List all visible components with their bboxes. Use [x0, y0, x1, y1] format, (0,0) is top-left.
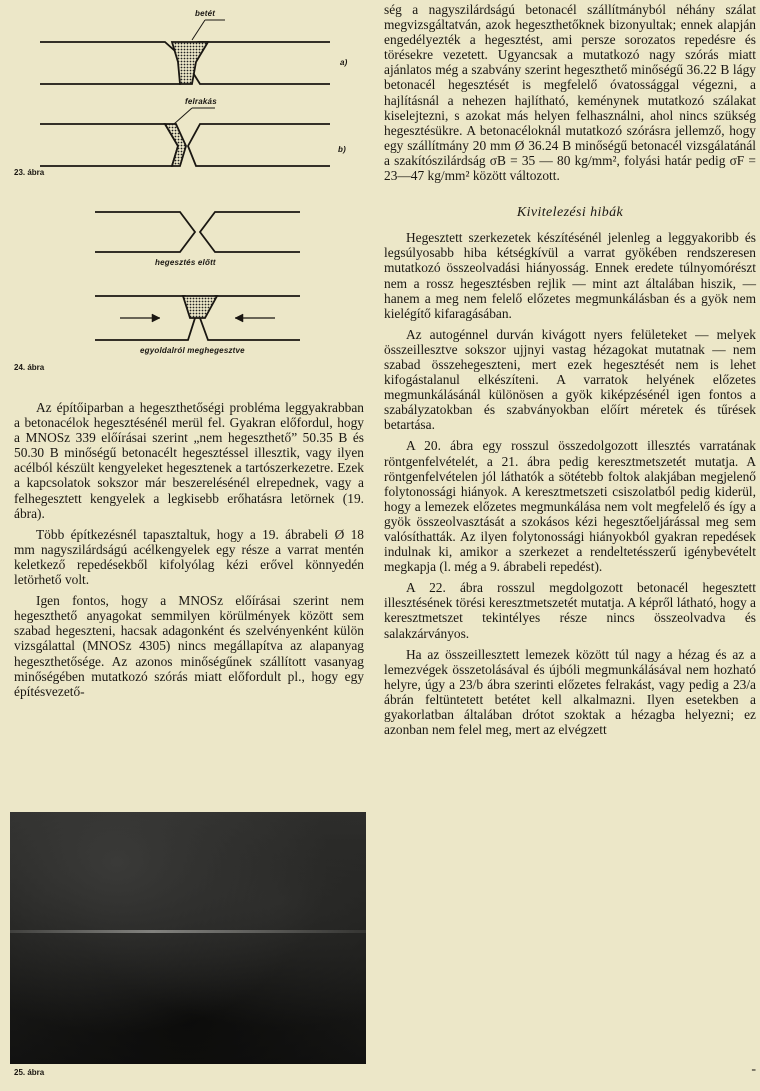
paragraph: A 20. ábra egy rosszul összedolgozott illesztés varratának röntgenfelvételét, a 21. ábra pedig keresztmetszetét mutatja. A röntgenfelvételen jól láthatók a sötétebb foltok alakjában megjelenő folytonossági hiányok. A keresztmetszeti csiszolatból pedig kiderül, hogy a lemezek előzetes megmunkálása nem volt megfelelő és így a gyök összeolvasztását a szokásos kézi hegesztőeljárással meg sem valósíthatták. Az ilyen folytonossági hiányokból gyakran repedések indulnak ki, amikor a szerkezet a rendeltetésszerű igénybevételt megkapja (l. még a 9. ábrabeli repedést).	[384, 438, 756, 575]
plate-left-a	[40, 42, 185, 84]
paragraph: Hegesztett szerkezetek készítésénél jelenleg a leggyakoribb és legsúlyosabb hiba kétségkívül a varrat gyökében rendszeresen mutatkozó összeolvadási hiányosság. Ennek eredete túlnyomórészt nem a rossz hegesztésben rejlik — mint azt általában hiszik, — hanem a meg nem felelő előzetes megmunkálásban és a gyök nem kielégítő kifaragásában.	[384, 230, 756, 321]
bar-right-before	[200, 212, 300, 252]
insert-shape	[172, 42, 208, 84]
figures-23-24	[0, 0, 375, 390]
figure-23-caption: 23. ábra	[14, 168, 45, 177]
plate-left-b	[40, 124, 178, 166]
weld-bead	[183, 296, 217, 318]
figure-25-photo	[10, 812, 366, 1064]
paragraph: Az autogénnel durván kivágott nyers felületeket — melyek összeillesztve sokszor ujjnyi vastag hézagokat mutatnak — nem szabad összehegeszteni, mert ezek hegesztését nem is lehet kifogástalanul elkészíteni. A varratok helyének előzetes megmunkálásánál különösen a gyök kiképzésénél igen fontos a szabályzatokban és szabványokban előírt méretek és tűrések betartása.	[384, 326, 756, 433]
label-buildup: felrakás	[185, 97, 217, 106]
plate-right-b	[188, 124, 330, 166]
label-part-b: b)	[338, 145, 346, 154]
label-one-side-welded: egyoldalról meghegesztve	[140, 346, 245, 355]
label-insert: betét	[195, 9, 216, 18]
right-column	[384, 2, 756, 737]
label-before-welding: hegesztés előtt	[155, 258, 216, 267]
paragraph: ség a nagyszilárdságú betonacél szállítmányból néhány szálat megvizsgáltatván, azok hegeszthetőknek bizonyultak; ennek alapján engedélyezték a hegesztést, ami persze sorozatos repedésre és törésekre vezetett. Ugyancsak a mutatkozó nagy szórás miatt ajánlatos még a szabvány szerint hegeszthető minőségű 36.22 B lágy betonacél hegesztését is megfelelő óvatossággal végezni, a hajlításnál a nehezen hajlítható, keménynek mutatkozó szálakat kiselejtezni, s azokat más helyen felhasználni, ahol nincs szükség hegesztésükre. A betonacéloknál mutatkozó szórásra jellemző, hogy egy szállítmány 20 mm Ø 36.24 B minőségű betonacél vizsgálatánál a szakítószilárdság σB = 35 — 80 kg/mm², folyási határ pedig σF = 23—47 kg/mm² között változott.	[384, 2, 756, 184]
figure-25-caption: 25. ábra	[14, 1068, 45, 1077]
label-part-a: a)	[340, 58, 348, 67]
paragraph: Igen fontos, hogy a MNOSz előírásai szerint nem hegeszthető anyagokat semmilyen körülmények között sem szabad hegeszteni, hacsak adagonként és szelvényenként külön vizsgálattal (MNOSz 4305) nincs megállapítva az alapanyag hegeszthetősége. Az azonos minőségűnek szállított vasanyag minőségében mutatkozó szórás miatt előfordult pl., hogy egy építésvezető-	[14, 593, 364, 699]
left-column	[14, 400, 364, 699]
buildup-shape	[165, 124, 186, 166]
paragraph: Több építkezésnél tapasztaltuk, hogy a 19. ábrabeli Ø 18 mm nagyszilárdságú acélkengyelek egy része a varrat mentén keletkező repedésekből kifolyólag kézi erővel könnyedén letörhető volt.	[14, 526, 364, 588]
edge-mark: -	[751, 1062, 756, 1077]
plate-right-a	[185, 42, 330, 84]
figure-24-caption: 24. ábra	[14, 363, 45, 372]
paragraph: Ha az összeillesztett lemezek között túl nagy a hézag és az a lemezvégek összetolásával és újbóli megmunkálásával nem hozható helyre, úgy a 23/b ábra szerinti előzetes felrakást, vagy pedig a 23/a ábrán feltüntetett betétet kell alkalmazni. Ilyen esetekben a gyakorlatban általában drótot szoktak a hézagba helyezni; ez azonban nem felel meg, mert az elvégzett	[384, 646, 756, 738]
section-title: Kivitelezési hibák	[516, 205, 624, 221]
paragraph: A 22. ábra rosszul megdolgozott betonacél hegesztett illesztésének törési keresztmetszetét mutatja. A képről látható, hogy a keresztmetszet tekintélyes része nincs összeolvadva és salakzárványos.	[384, 580, 756, 641]
weld-diagrams	[0, 0, 375, 390]
bar-left-before	[95, 212, 195, 252]
paragraph: Az építőiparban a hegeszthetőségi probléma leggyakrabban a betonacélok hegesztésénél merül fel. Gyakran előfordul, hogy a MNOSz 339 előírásai szerint „nem hegeszthető” 50.35 B és 50.30 B minőségű betonacélt hegesztéssel illesztik, vagy ilyen acélból készült kengyeleket hegesztenek a tartószerkezetre. Ezek a kapcsolatok sokszor már beszerelésénél elrepednek, vagy a felhegesztett kengyelek a legkisebb erőhatásra letörnek (19. ábra).	[14, 400, 364, 521]
